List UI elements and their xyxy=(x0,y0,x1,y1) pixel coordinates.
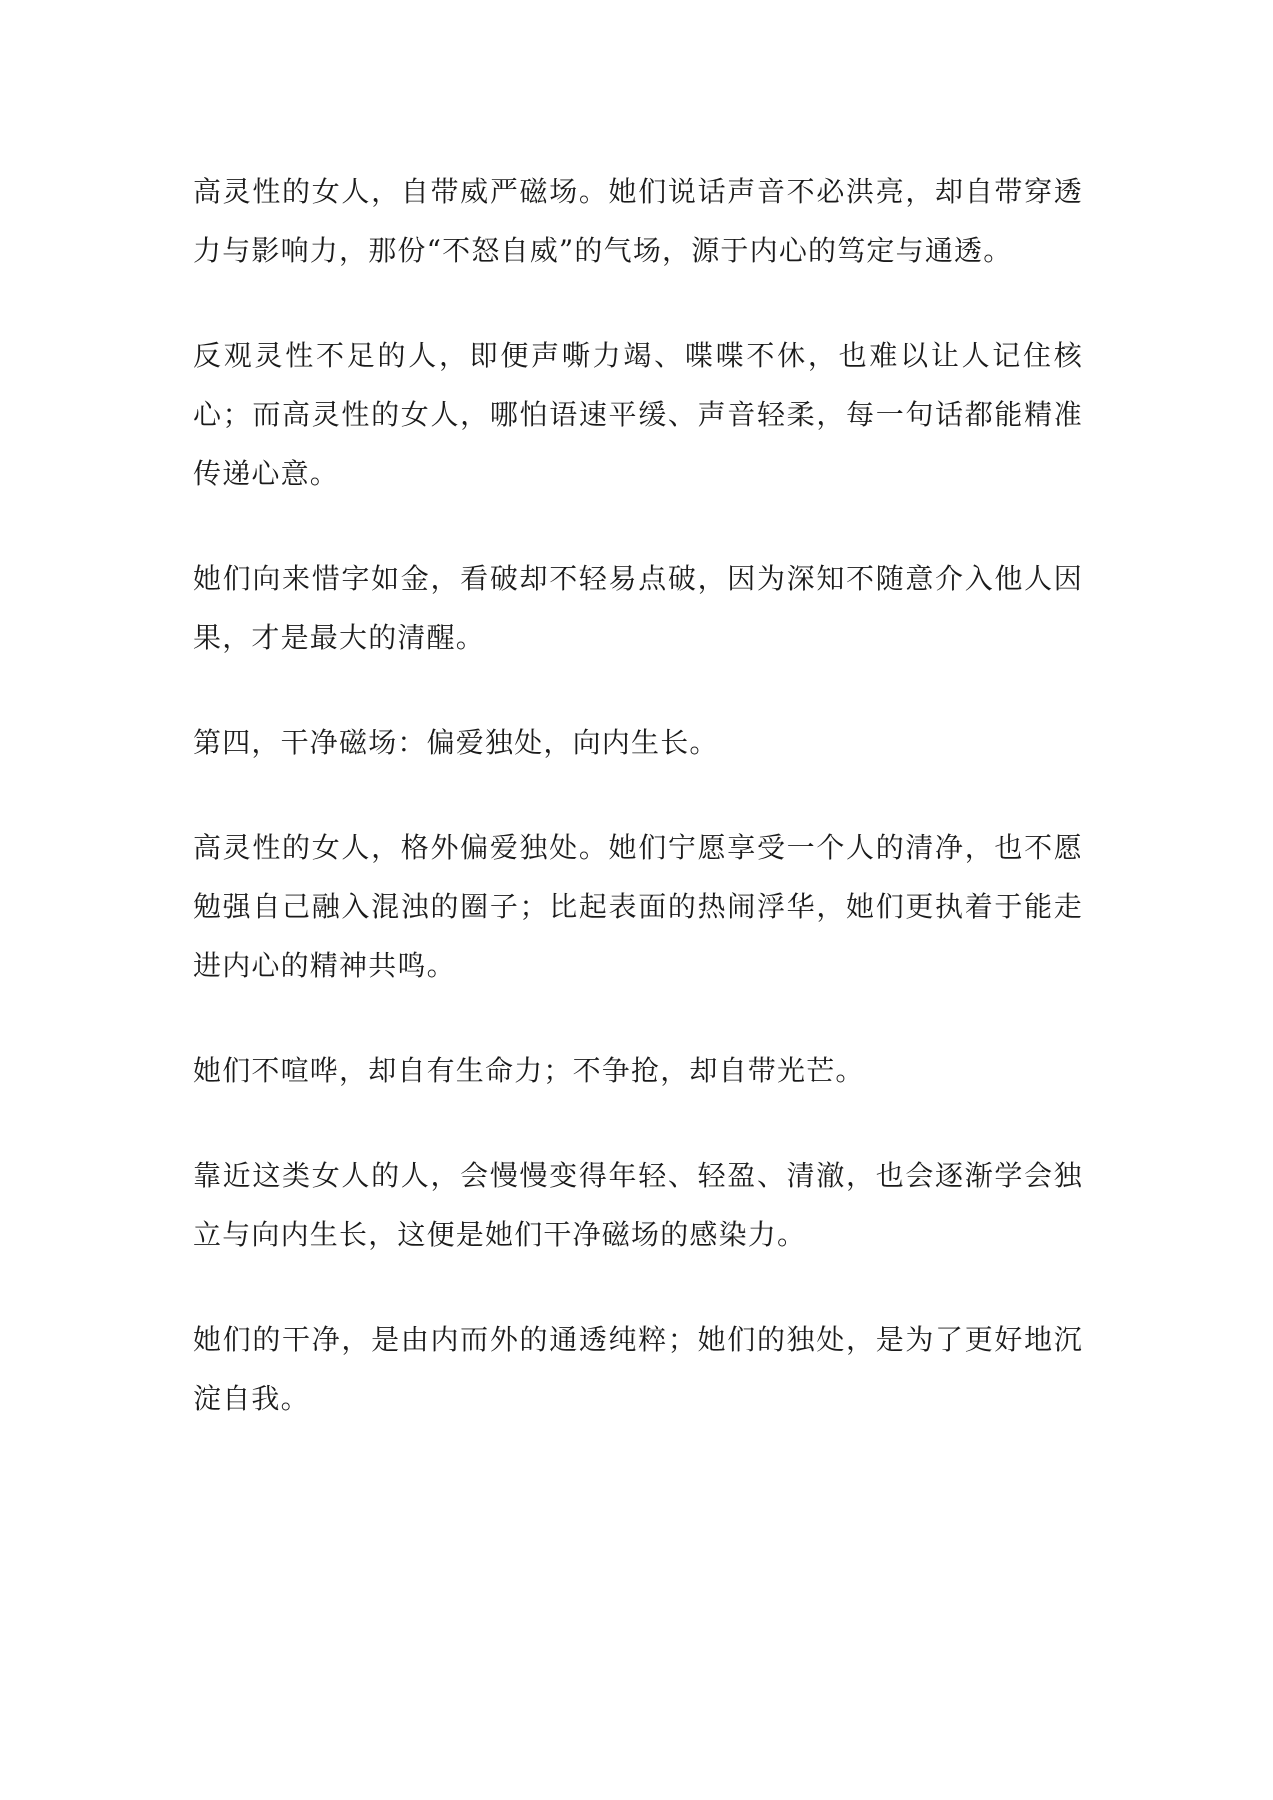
section-heading: 第四，干净磁场：偏爱独处，向内生长。 xyxy=(193,726,719,759)
paragraph-3: 她们向来惜字如金，看破却不轻易点破，因为深知不随意介入他人因果，才是最大的清醒。 xyxy=(193,562,1083,654)
paragraph-1: 高灵性的女人，自带威严磁场。她们说话声音不必洪亮，却自带穿透力与影响力，那份“不怒自威”的气场，源于内心的笃定与通透。 xyxy=(193,175,1083,267)
article-body xyxy=(193,162,1083,1474)
paragraph-2: 反观灵性不足的人，即便声嘶力竭、喋喋不休，也难以让人记住核心；而高灵性的女人，哪怕语速平缓、声音轻柔，每一句话都能精准传递心意。 xyxy=(193,339,1083,490)
paragraph-8: 她们的干净，是由内而外的通透纯粹；她们的独处，是为了更好地沉淀自我。 xyxy=(193,1323,1083,1415)
paragraph-6: 她们不喧哗，却自有生命力；不争抢，却自带光芒。 xyxy=(193,1054,865,1087)
paragraph-5: 高灵性的女人，格外偏爱独处。她们宁愿享受一个人的清净，也不愿勉强自己融入混浊的圈子；比起表面的热闹浮华，她们更执着于能走进内心的精神共鸣。 xyxy=(193,831,1083,982)
paragraph-7: 靠近这类女人的人，会慢慢变得年轻、轻盈、清澈，也会逐渐学会独立与向内生长，这便是她们干净磁场的感染力。 xyxy=(193,1159,1083,1251)
